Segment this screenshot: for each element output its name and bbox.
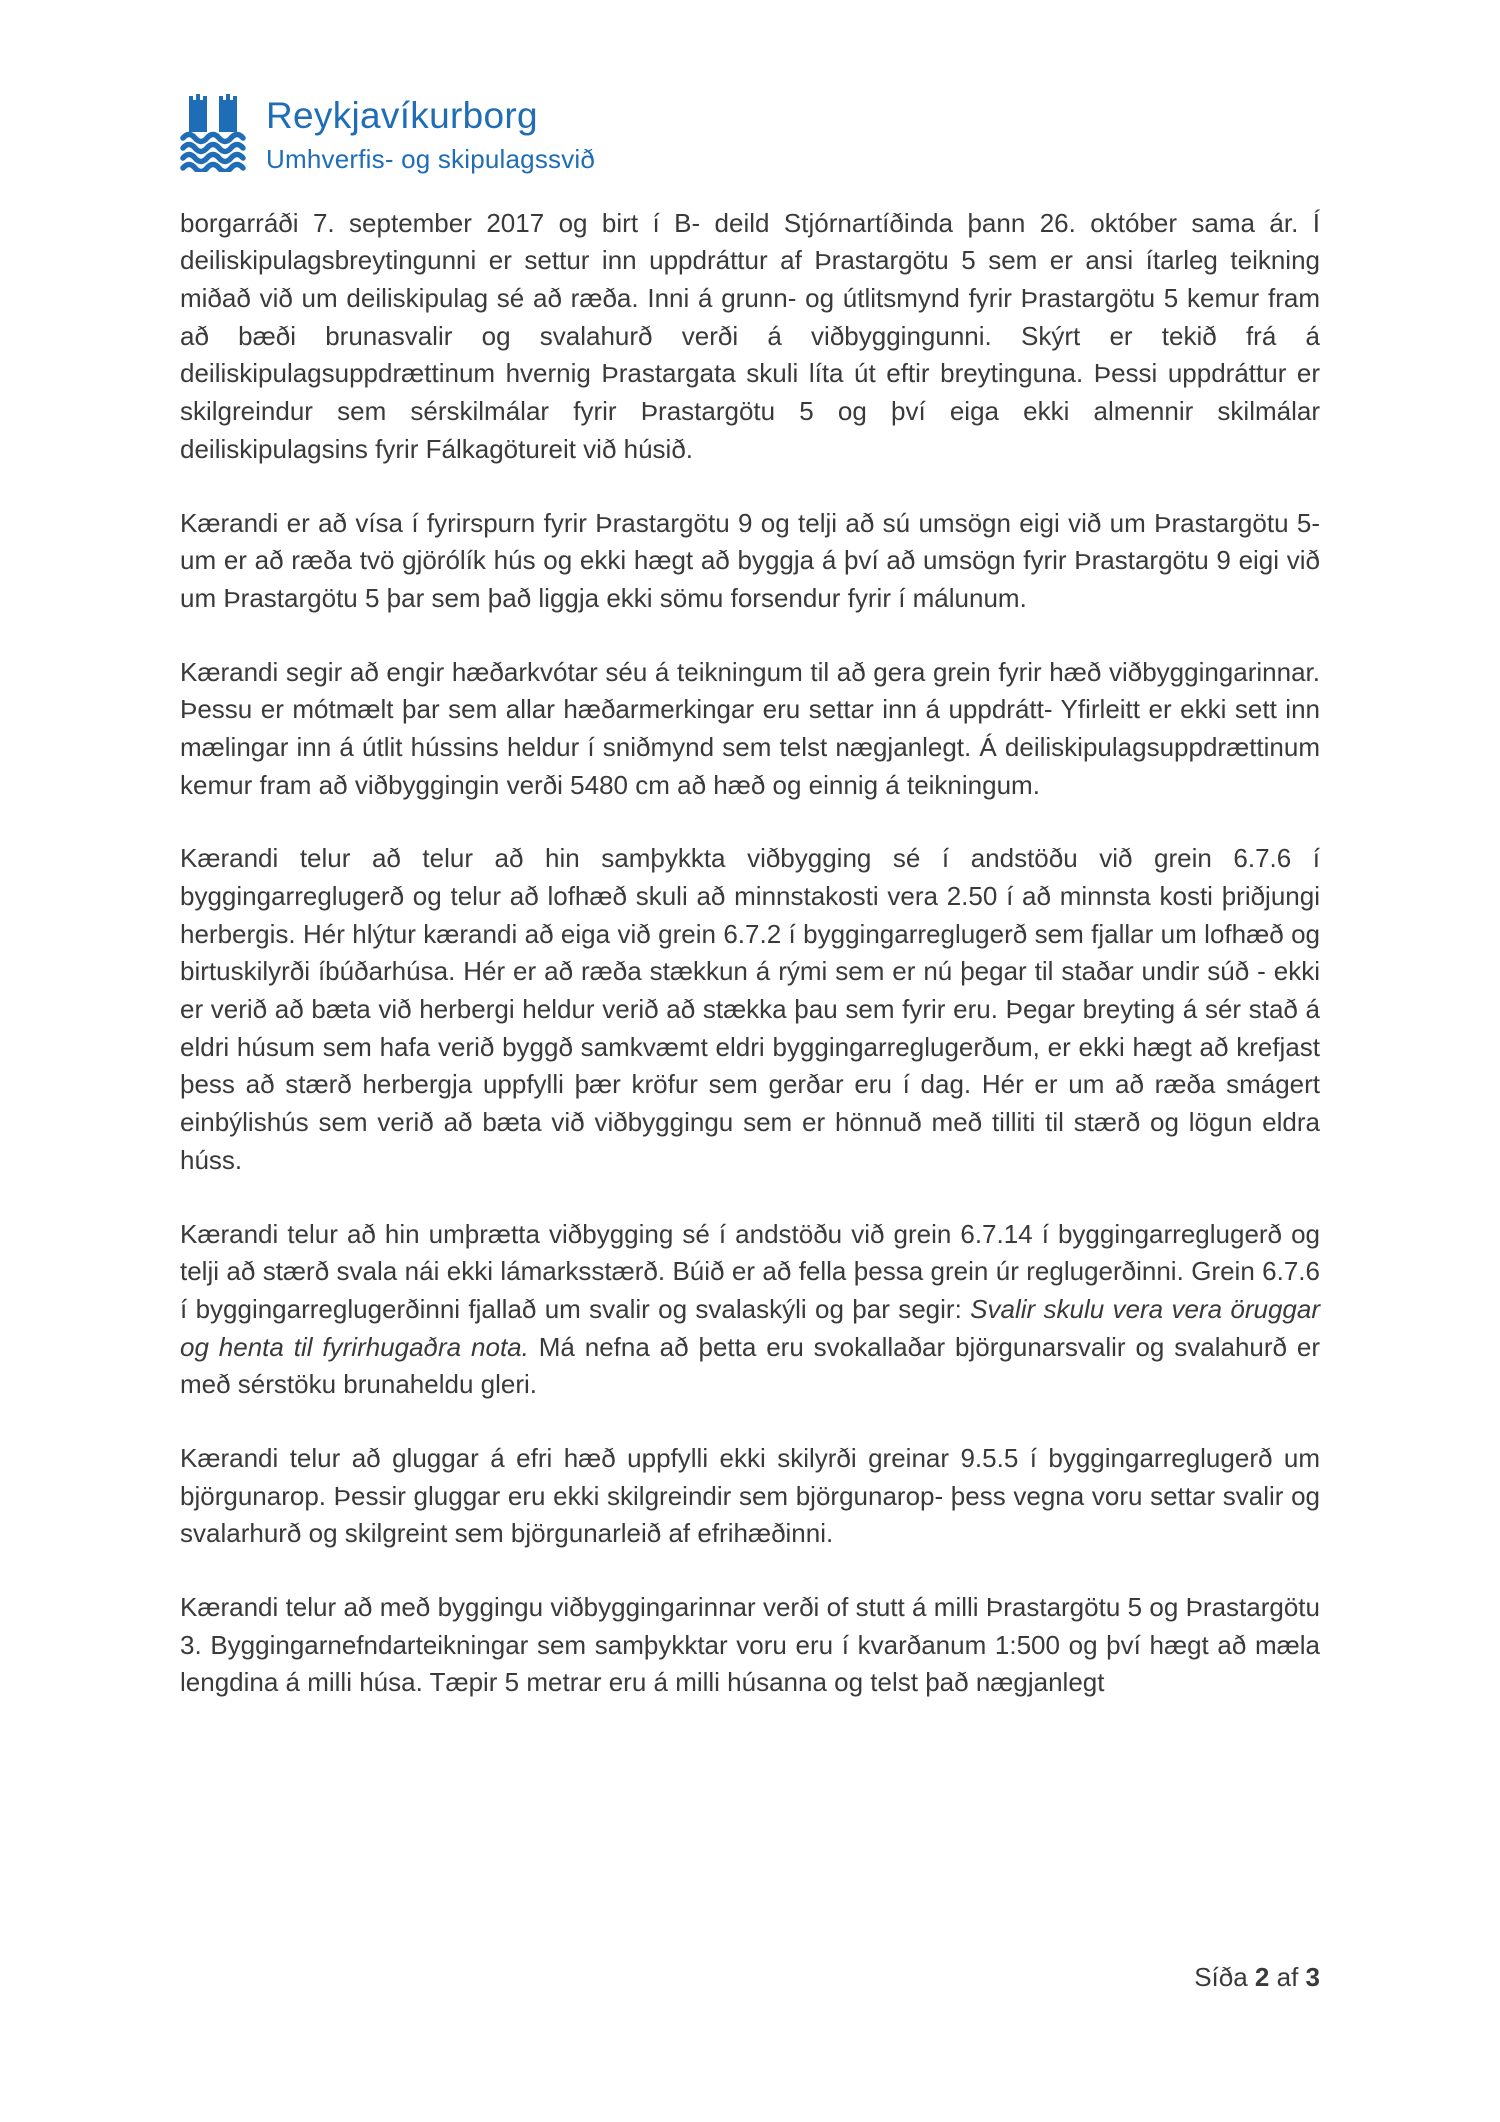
paragraph-4: Kærandi telur að telur að hin samþykkta viðbygging sé í andstöðu við grein 6.7.6 í byggingarreglugerð og telur að lofhæð skuli að minnstakosti vera 2.50 í að minnsta kosti þriðjungi herbergis. Hér hlýtur kærandi að eiga við grein 6.7.2 í byggingarreglugerð sem fjallar um lofhæð og birtuskilyrði íbúðarhúsa. Hér er að ræða stækkun á rými sem er nú þegar til staðar undir súð - ekki er verið að bæta við herbergi heldur verið að stækka þau sem fyrir eru. Þegar breyting á sér stað á eldri húsum sem hafa verið byggð samkvæmt eldri byggingarreglugerðum, er ekki hægt að krefjast þess að stærð herbergja uppfylli þær kröfur sem gerðar eru í dag. Hér er um að ræða smágert einbýlishús sem verið að bæta við viðbyggingu sem er hönnuð með tilliti til stærð og lögun eldra húss. bbox=[180, 843, 1320, 1175]
paragraph-5 bbox=[180, 1216, 1320, 1404]
document-content bbox=[180, 92, 1320, 1702]
current-page-number: 2 bbox=[1254, 1962, 1270, 1992]
total-pages-number: 3 bbox=[1305, 1962, 1320, 1992]
paragraph-5-text-before: Kærandi telur að hin umþrætta viðbygging sé í andstöðu við grein 6.7.14 í byggingarreglugerð og telji að stærð svala nái ekki lámarksstærð. Búið er að fella þessa grein úr reglugerðinni. Grein 6.7.6 í byggingarreglugerðinni fjallað um svalir og svalaskýli og þar segir: bbox=[180, 1218, 1320, 1324]
brand-text bbox=[266, 92, 595, 175]
department-name: Umhverfis- og skipulagssvið bbox=[266, 143, 596, 174]
paragraph-2: Kærandi er að vísa í fyrirspurn fyrir Þrastargötu 9 og telji að sú umsögn eigi við um Þrastargötu 5- um er að ræða tvö gjörólík hús og ekki hægt að byggja á því að umsögn fyrir Þrastargötu 9 eigi við um Þrastargötu 5 þar sem það liggja ekki sömu forsendur fyrir í málunum. bbox=[180, 507, 1320, 613]
paragraph-1: borgarráði 7. september 2017 og birt í B- deild Stjórnartíðinda þann 26. október sama ár. Í deiliskipulagsbreytingunni er settur inn uppdráttur af Þrastargötu 5 sem er ansi ítarleg teikning miðað við um deiliskipulag sé að ræða. Inni á grunn- og útlitsmynd fyrir Þrastargötu 5 kemur fram að bæði brunasvalir og svalahurð verði á viðbyggingunni. Skýrt er tekið frá á deiliskipulagsuppdrættinum hvernig Þrastargata skuli líta út eftir breytinguna. Þessi uppdráttur er skilgreindur sem sérskilmálar fyrir Þrastargötu 5 og því eiga ekki almennir skilmálar deiliskipulagsins fyrir Fálkagötureit við húsið. bbox=[180, 207, 1320, 464]
paragraph-3: Kærandi segir að engir hæðarkvótar séu á teikningum til að gera grein fyrir hæð viðbyggingarinnar. Þessu er mótmælt þar sem allar hæðarmerkingar eru settar inn á uppdrátt- Yfirleitt er ekki sett inn mælingar inn á útlit hússins heldur í sniðmynd sem telst nægjanlegt. Á deiliskipulagsuppdrættinum kemur fram að viðbyggingin verði 5480 cm að hæð og einnig á teikningum. bbox=[180, 656, 1320, 800]
paragraph-5-text-after: Má nefna að þetta eru svokallaðar björgunarsvalir og svalahurð er með sérstöku brunaheldu gleri. bbox=[180, 1331, 1320, 1400]
footer-prefix: Síða bbox=[1194, 1962, 1255, 1992]
reykjavik-coat-of-arms-icon bbox=[180, 92, 246, 172]
document-body bbox=[180, 205, 1320, 1702]
letterhead bbox=[180, 92, 1320, 175]
paragraph-7: Kærandi telur að með byggingu viðbyggingarinnar verði of stutt á milli Þrastargötu 5 og Þrastargötu 3. Byggingarnefndarteikningar sem samþykktar voru eru í kvarðanum 1:500 og því hægt að mæla lengdina á milli húsa. Tæpir 5 metrar eru á milli húsanna og telst það nægjanlegt bbox=[180, 1592, 1320, 1698]
organization-name: Reykjavíkurborg bbox=[266, 95, 538, 136]
paragraph-6: Kærandi telur að gluggar á efri hæð uppfylli ekki skilyrði greinar 9.5.5 í byggingarreglugerð um björgunarop. Þessir gluggar eru ekki skilgreindir sem björgunarop- þess vegna voru settar svalir og svalarhurð og skilgreint sem björgunarleið af efrihæðinni. bbox=[180, 1442, 1320, 1549]
paragraph-5-regulation-quote: Svalir skulu vera vera öruggar og henta til fyrirhugaðra nota. bbox=[180, 1293, 1320, 1362]
footer-separator: af bbox=[1269, 1962, 1306, 1992]
page-number-footer bbox=[180, 1962, 1320, 1993]
